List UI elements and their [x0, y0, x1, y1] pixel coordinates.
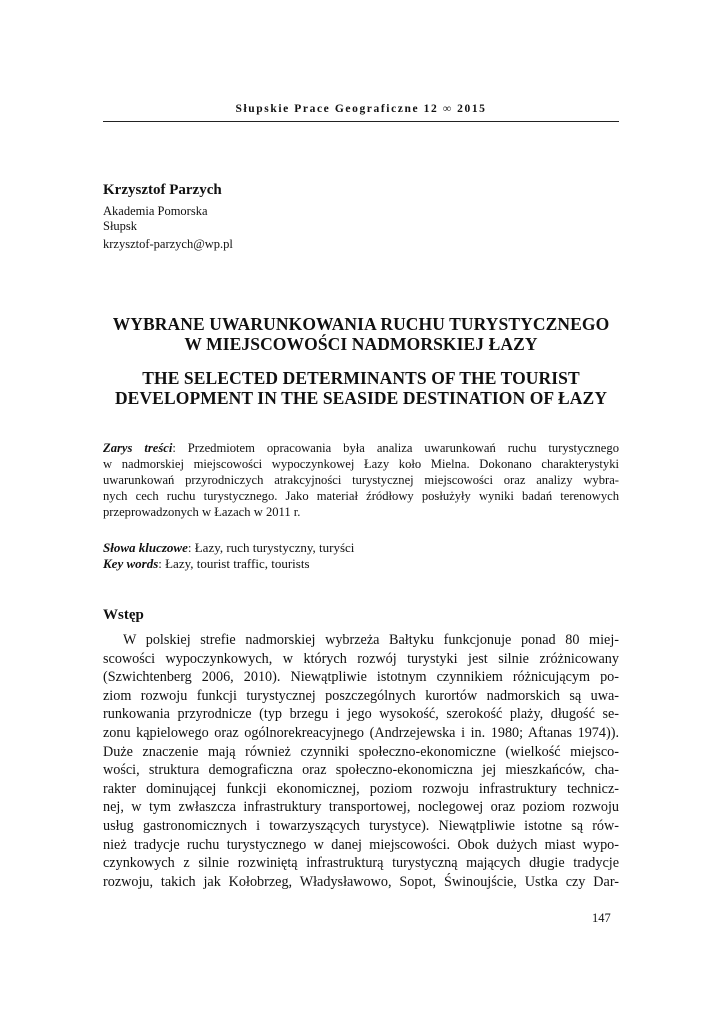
body-line: nież tradycje ruchu turystycznego w danej miejscowości. Obok dużych miast wypo- — [103, 836, 619, 853]
abstract-line-3: uwarunkowań przyrodniczych atrakcyjności turystycznej miejscowości oraz analizy wybra- — [103, 473, 619, 487]
author-email: krzysztof-parzych@wp.pl — [103, 237, 233, 251]
body-line: runkowania przyrodnicze (typ brzegu i jego wysokość, szerokość plaży, długość se- — [103, 706, 619, 723]
section-title: Wstęp — [103, 607, 144, 623]
keywords-pl-label: Słowa kluczowe — [103, 540, 188, 555]
abstract-line-1: : Przedmiotem opracowania była analiza uwarunkowań ruchu turystycznego — [172, 441, 619, 455]
body-line: nej, w tym zwłaszcza infrastruktury transportowej, noclegowej oraz poziom rozwoju — [103, 799, 619, 816]
abstract-line-5: przeprowadzonych w Łazach w 2011 r. — [103, 505, 301, 519]
running-header: Słupskie Prace Geograficzne 12 ∞ 2015 — [235, 103, 487, 115]
body-line: rozwoju, takich jak Kołobrzeg, Władysławowo, Sopot, Świnoujście, Ustka czy Dar- — [103, 873, 619, 890]
keywords-en-text: : Łazy, tourist traffic, tourists — [158, 556, 310, 571]
author-name: Krzysztof Parzych — [103, 182, 222, 198]
body-line: zonu kąpielowego oraz ogólnorekreacyjnego (Andrzejewska i in. 1980; Aftanas 1974)). — [103, 724, 619, 741]
body-text — [103, 631, 619, 891]
keywords-en — [103, 556, 310, 572]
body-line: (Szwichtenberg 2006, 2010). Niewątpliwie istotnym czynnikiem różnicującym po- — [103, 669, 619, 686]
abstract — [103, 440, 619, 520]
title-en-line-2: DEVELOPMENT IN THE SEASIDE DESTINATION OF ŁAZY — [114, 388, 608, 408]
body-line: usług gastronomicznych i towarzyszących turystyce). Niewątpliwie istotne są rów- — [103, 817, 619, 834]
body-line: czynkowych z silnie rozwiniętą infrastrukturą turystyczną mających długie tradycje — [103, 855, 619, 872]
body-line: ziom rozwoju funkcji turystycznej poszczególnych kurortów nadmorskich są uwa- — [103, 687, 619, 704]
keywords-pl-text: : Łazy, ruch turystyczny, turyści — [187, 540, 355, 555]
title-pl-line-2: W MIEJSCOWOŚCI NADMORSKIEJ ŁAZY — [184, 334, 538, 354]
abstract-line-2: w nadmorskiej miejscowości wypoczynkowej Łazy koło Mielna. Dokonano charakterystyki — [103, 457, 619, 471]
author-city: Słupsk — [103, 219, 138, 233]
abstract-line — [103, 440, 619, 456]
keywords-pl — [103, 540, 354, 556]
abstract-line-4: nych cech ruchu turystycznego. Jako materiał źródłowy posłużyły wyniki badań terenowych — [103, 489, 619, 503]
title-pl-line-1: WYBRANE UWARUNKOWANIA RUCHU TURYSTYCZNEGO — [112, 314, 610, 334]
body-line: rakter dominującej funkcji ekonomicznej, poziom rozwoju infrastruktury technicz- — [103, 780, 619, 797]
page-number: 147 — [592, 911, 611, 925]
header-rule — [103, 121, 619, 122]
abstract-label: Zarys treści — [103, 441, 173, 455]
body-line: scowości wypoczynkowych, w których rozwój turystyki jest silnie zróżnicowany — [103, 650, 619, 667]
body-line: wości, struktura demograficzna oraz społeczno-ekonomiczna jej mieszkańców, cha- — [103, 762, 619, 779]
title-en-line-1: THE SELECTED DETERMINANTS OF THE TOURIST — [142, 368, 580, 388]
keywords-en-label: Key words — [103, 556, 159, 571]
body-line: Duże znaczenie mają również czynniki społeczno-ekonomiczne (wielkość miejsco- — [103, 743, 619, 760]
body-line: W polskiej strefie nadmorskiej wybrzeża Bałtyku funkcjonuje ponad 80 miej- — [123, 632, 619, 648]
author-institution: Akademia Pomorska — [103, 204, 208, 218]
